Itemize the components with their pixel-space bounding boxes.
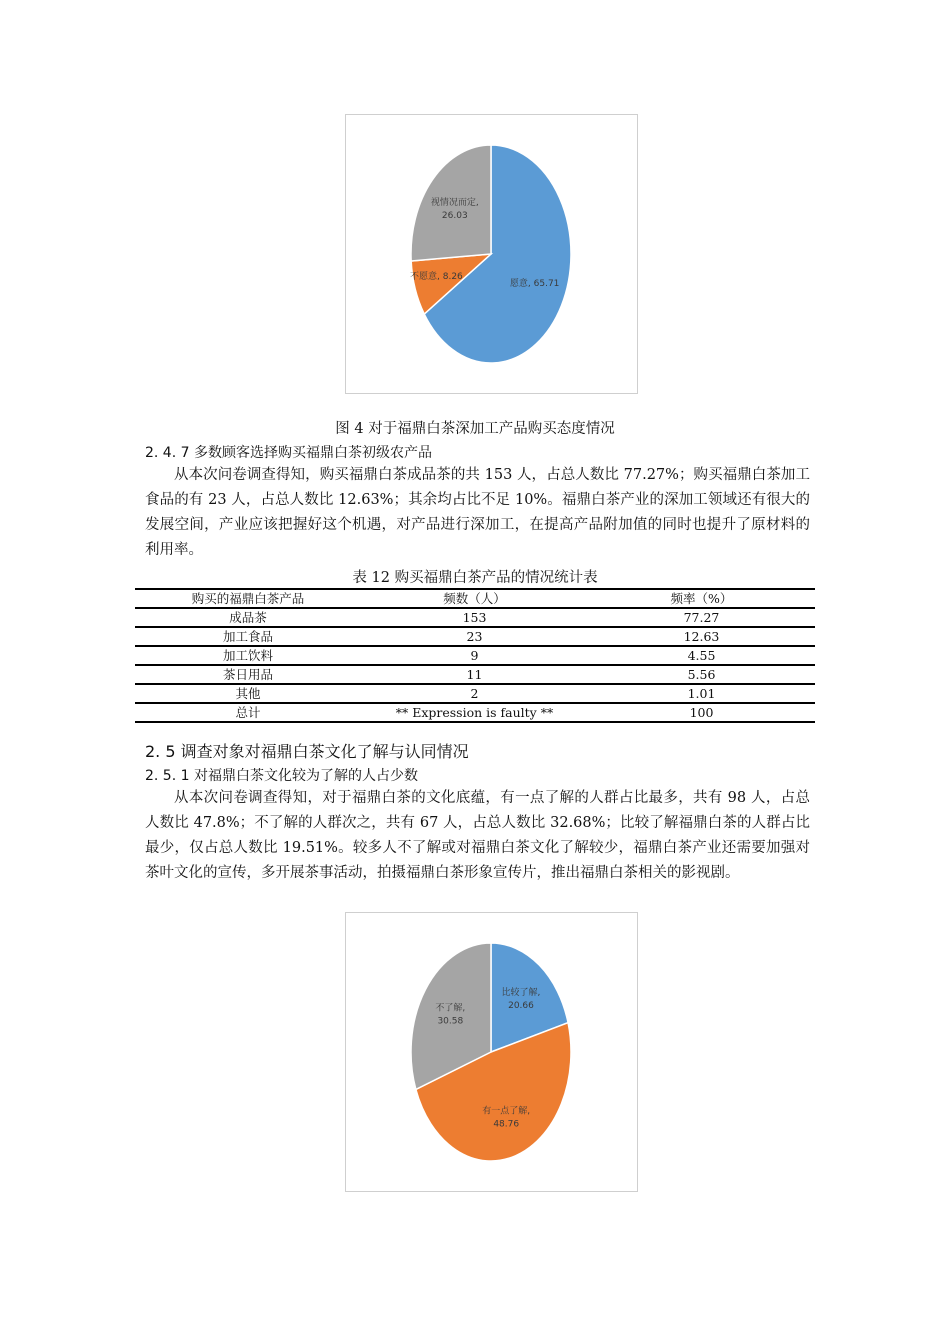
figure-4-chart: [345, 114, 638, 394]
figure-4-caption: 图 4 对于福鼎白茶深加工产品购买态度情况: [335, 421, 615, 437]
cell-count: 9: [470, 648, 479, 663]
header-rate: 频率（%）: [670, 591, 733, 606]
table-row-total: [135, 703, 815, 722]
table-row: [135, 627, 815, 646]
table-header-row: [135, 589, 815, 608]
pie-chart-2: [346, 913, 637, 1191]
header-product: 购买的福鼎白茶产品: [191, 591, 305, 606]
cell-product: 茶日用品: [222, 667, 273, 682]
cell-count: 2: [470, 686, 479, 701]
cell-rate: 100: [689, 705, 714, 720]
section-2-5-1-heading: 2. 5. 1 对福鼎白茶文化较为了解的人占少数: [145, 768, 418, 784]
pie-slice-label: 比较了解, 20.66: [501, 988, 541, 1012]
pie-slice-label: 愿意, 65.71: [509, 279, 560, 290]
figure-5-chart: [345, 912, 638, 1192]
table-row: [135, 646, 815, 665]
table-12-caption: 表 12 购买福鼎白茶产品的情况统计表: [352, 570, 598, 586]
cell-count: 23: [466, 629, 483, 644]
cell-rate: 1.01: [687, 686, 716, 701]
cell-rate: 4.55: [687, 648, 716, 663]
cell-rate: 12.63: [683, 629, 720, 644]
section-2-5-heading: 2. 5 调查对象对福鼎白茶文化了解与认同情况: [145, 742, 469, 761]
cell-rate: 5.56: [687, 667, 716, 682]
cell-count: 11: [466, 667, 483, 682]
section-2-4-7-paragraph: 从本次问卷调查得知，购买福鼎白茶成品茶的共 153 人，占总人数比 77.27%；购买福鼎白茶加工食品的有 23 人，占总人数比 12.63%；其余均占比不足 10%。福鼎白茶产业的深加工领域还有很大的发展空间，产业应该把握好这个机遇，对产品进行深加工，在提高产品附加值的同时也提升了原材料的利用率。: [145, 467, 810, 558]
table-12: [135, 588, 815, 723]
section-2-5-1-paragraph: 从本次问卷调查得知，对于福鼎白茶的文化底蕴，有一点了解的人群占比最多，共有 98 人，占总人数比 47.8%；不了解的人群次之，共有 67 人，占总人数比 32.68%；比较了解福鼎白茶的人群占比最少，仅占总人数比 19.51%。较多人不了解或对福鼎白茶文化了解较少，福鼎白茶产业还需要加强对茶叶文化的宣传，多开展茶事活动，拍摄福鼎白茶形象宣传片，推出福鼎白茶相关的影视剧。: [145, 790, 810, 881]
pie-slice-label: 不了解, 30.58: [435, 1003, 466, 1027]
cell-count: 153: [462, 610, 487, 625]
cell-count: ** Expression is faulty **: [395, 705, 554, 720]
table-row: [135, 608, 815, 627]
pie-slice-label: 有一点了解, 48.76: [482, 1106, 531, 1130]
section-2-4-7-heading: 2. 4. 7 多数顾客选择购买福鼎白茶初级农产品: [145, 445, 432, 461]
header-count: 频数（人）: [443, 591, 506, 606]
cell-product: 加工饮料: [222, 648, 273, 663]
pie-slice-label: 视情况而定, 26.03: [430, 197, 479, 221]
pie-chart-1: [346, 115, 637, 393]
table-row: [135, 684, 815, 703]
pie-slice-label: 不愿意, 8.26: [410, 272, 463, 283]
cell-product: 成品茶: [229, 610, 267, 625]
cell-rate: 77.27: [683, 610, 720, 625]
cell-product: 加工食品: [222, 629, 273, 644]
table-row: [135, 665, 815, 684]
cell-product: 其他: [235, 686, 261, 701]
cell-product: 总计: [235, 705, 261, 720]
